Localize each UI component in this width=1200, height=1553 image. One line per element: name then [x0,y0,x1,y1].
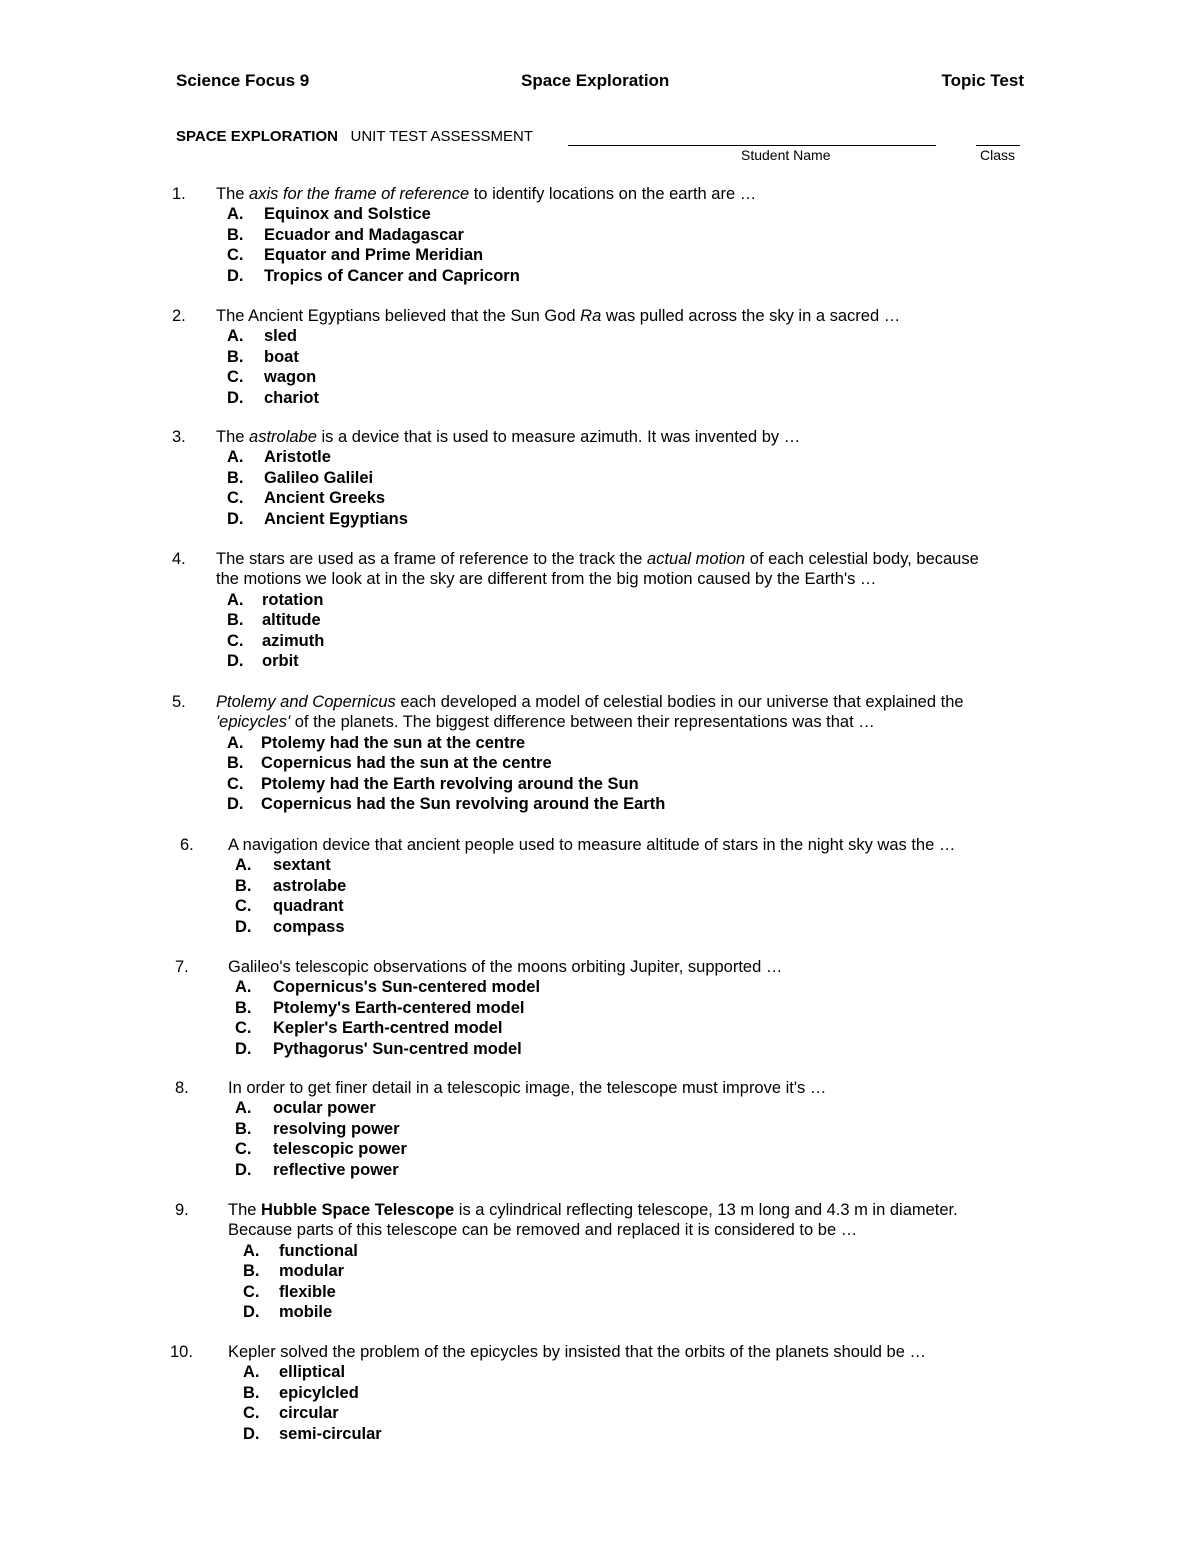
page-header [176,71,1024,93]
question-stem: The axis for the frame of reference to identify locations on the earth are … [216,185,757,203]
question-number: 4. [172,550,186,568]
unit-title: Space Exploration [521,71,670,90]
question-number: 9. [175,1201,189,1219]
question-stem-line-2: 'epicycles' of the planets. The biggest difference between their representations was that … [216,713,875,732]
question-8: 8. In order to get finer detail in a telescopic image, the telescope must improve it's … A. ocular power B. resolving power C. telescopic power D. reflective power [175,1079,827,1179]
assessment-heading [176,128,1026,170]
student-name-line[interactable] [568,145,936,146]
question-number: 6. [180,836,194,854]
question-5: 5. Ptolemy and Copernicus each developed a model of celestial bodies in our universe that explained the 'epicycles' of the planets. The biggest difference between their representations was that … A. Ptolemy had the sun at the centre B. Copernicus had the sun at the centre C. Ptolemy had the Earth revolving around the Sun D. Copernicus had the Sun revolving around the Earth [172,693,964,813]
question-9: 9. The Hubble Space Telescope is a cylindrical reflecting telescope, 13 m long and 4.3 m in diameter. Because parts of this telescope can be removed and replaced it is considered to be … A. functional B. modular C. flexible D. mobile [175,1201,958,1321]
question-1: 1. The axis for the frame of reference to identify locations on the earth are … A. Equinox and Solstice B. Ecuador and Madagascar C. Equator and Prime Meridian D. Tropics of Cancer and Capricorn [172,185,757,285]
class-line[interactable] [976,145,1020,146]
question-stem-line-2: Because parts of this telescope can be removed and replaced it is considered to be … [228,1221,858,1240]
question-number: 7. [175,958,189,976]
question-2: 2. The Ancient Egyptians believed that the Sun God Ra was pulled across the sky in a sacred … A. sled B. boat C. wagon D. chariot [172,307,901,407]
question-number: 3. [172,428,186,446]
question-6: 6. A navigation device that ancient people used to measure altitude of stars in the night sky was the … A. sextant B. astrolabe C. quadrant D. compass [180,836,956,936]
class-label: Class [980,147,1016,163]
question-stem: A navigation device that ancient people used to measure altitude of stars in the night sky was the … [228,836,956,854]
question-4: 4. The stars are used as a frame of reference to the track the actual motion of each celestial body, because the motions we look at in the sky are different from the big motion caused by the Earth's … A. rotation B. altitude C. azimuth D. orbit [172,550,979,670]
question-3: 3. The astrolabe is a device that is used to measure azimuth. It was invented by … A. Aristotle B. Galileo Galilei C. Ancient Greeks D. Ancient Egyptians [172,428,801,528]
test-type: Topic Test [941,71,1024,90]
question-10: 10. Kepler solved the problem of the epicycles by insisted that the orbits of the planets should be … A. elliptical B. epicylcled C. circular D. semi-circular [170,1343,926,1443]
question-stem: The Ancient Egyptians believed that the Sun God Ra was pulled across the sky in a sacred … [216,307,901,325]
course-title: Science Focus 9 [176,71,310,90]
question-number: 5. [172,693,186,711]
question-number: 1. [172,185,186,203]
assessment-title-bold: SPACE EXPLORATION [176,128,338,145]
question-stem: The stars are used as a frame of reference to the track the actual motion of each celestial body, because [216,550,979,568]
question-stem: Kepler solved the problem of the epicycles by insisted that the orbits of the planets should be … [228,1343,926,1361]
question-stem: Galileo's telescopic observations of the moons orbiting Jupiter, supported … [228,958,783,976]
question-stem: The astrolabe is a device that is used to measure azimuth. It was invented by … [216,428,801,446]
question-number: 10. [170,1343,193,1361]
question-stem: Ptolemy and Copernicus each developed a model of celestial bodies in our universe that explained the [216,693,964,711]
student-name-label: Student Name [741,147,831,163]
question-stem: The Hubble Space Telescope is a cylindrical reflecting telescope, 13 m long and 4.3 m in diameter. [228,1201,958,1219]
assessment-title [176,128,533,145]
question-stem: In order to get finer detail in a telescopic image, the telescope must improve it's … [228,1079,827,1097]
question-7: 7. Galileo's telescopic observations of the moons orbiting Jupiter, supported … A. Copernicus's Sun-centered model B. Ptolemy's Earth-centered model C. Kepler's Earth-centred model D. Pythagorus' Sun-centred model [175,958,783,1058]
question-number: 2. [172,307,186,325]
assessment-title-rest: UNIT TEST ASSESSMENT [350,128,534,145]
question-number: 8. [175,1079,189,1097]
question-stem-line-2: the motions we look at in the sky are different from the big motion caused by the Earth's … [216,570,877,589]
